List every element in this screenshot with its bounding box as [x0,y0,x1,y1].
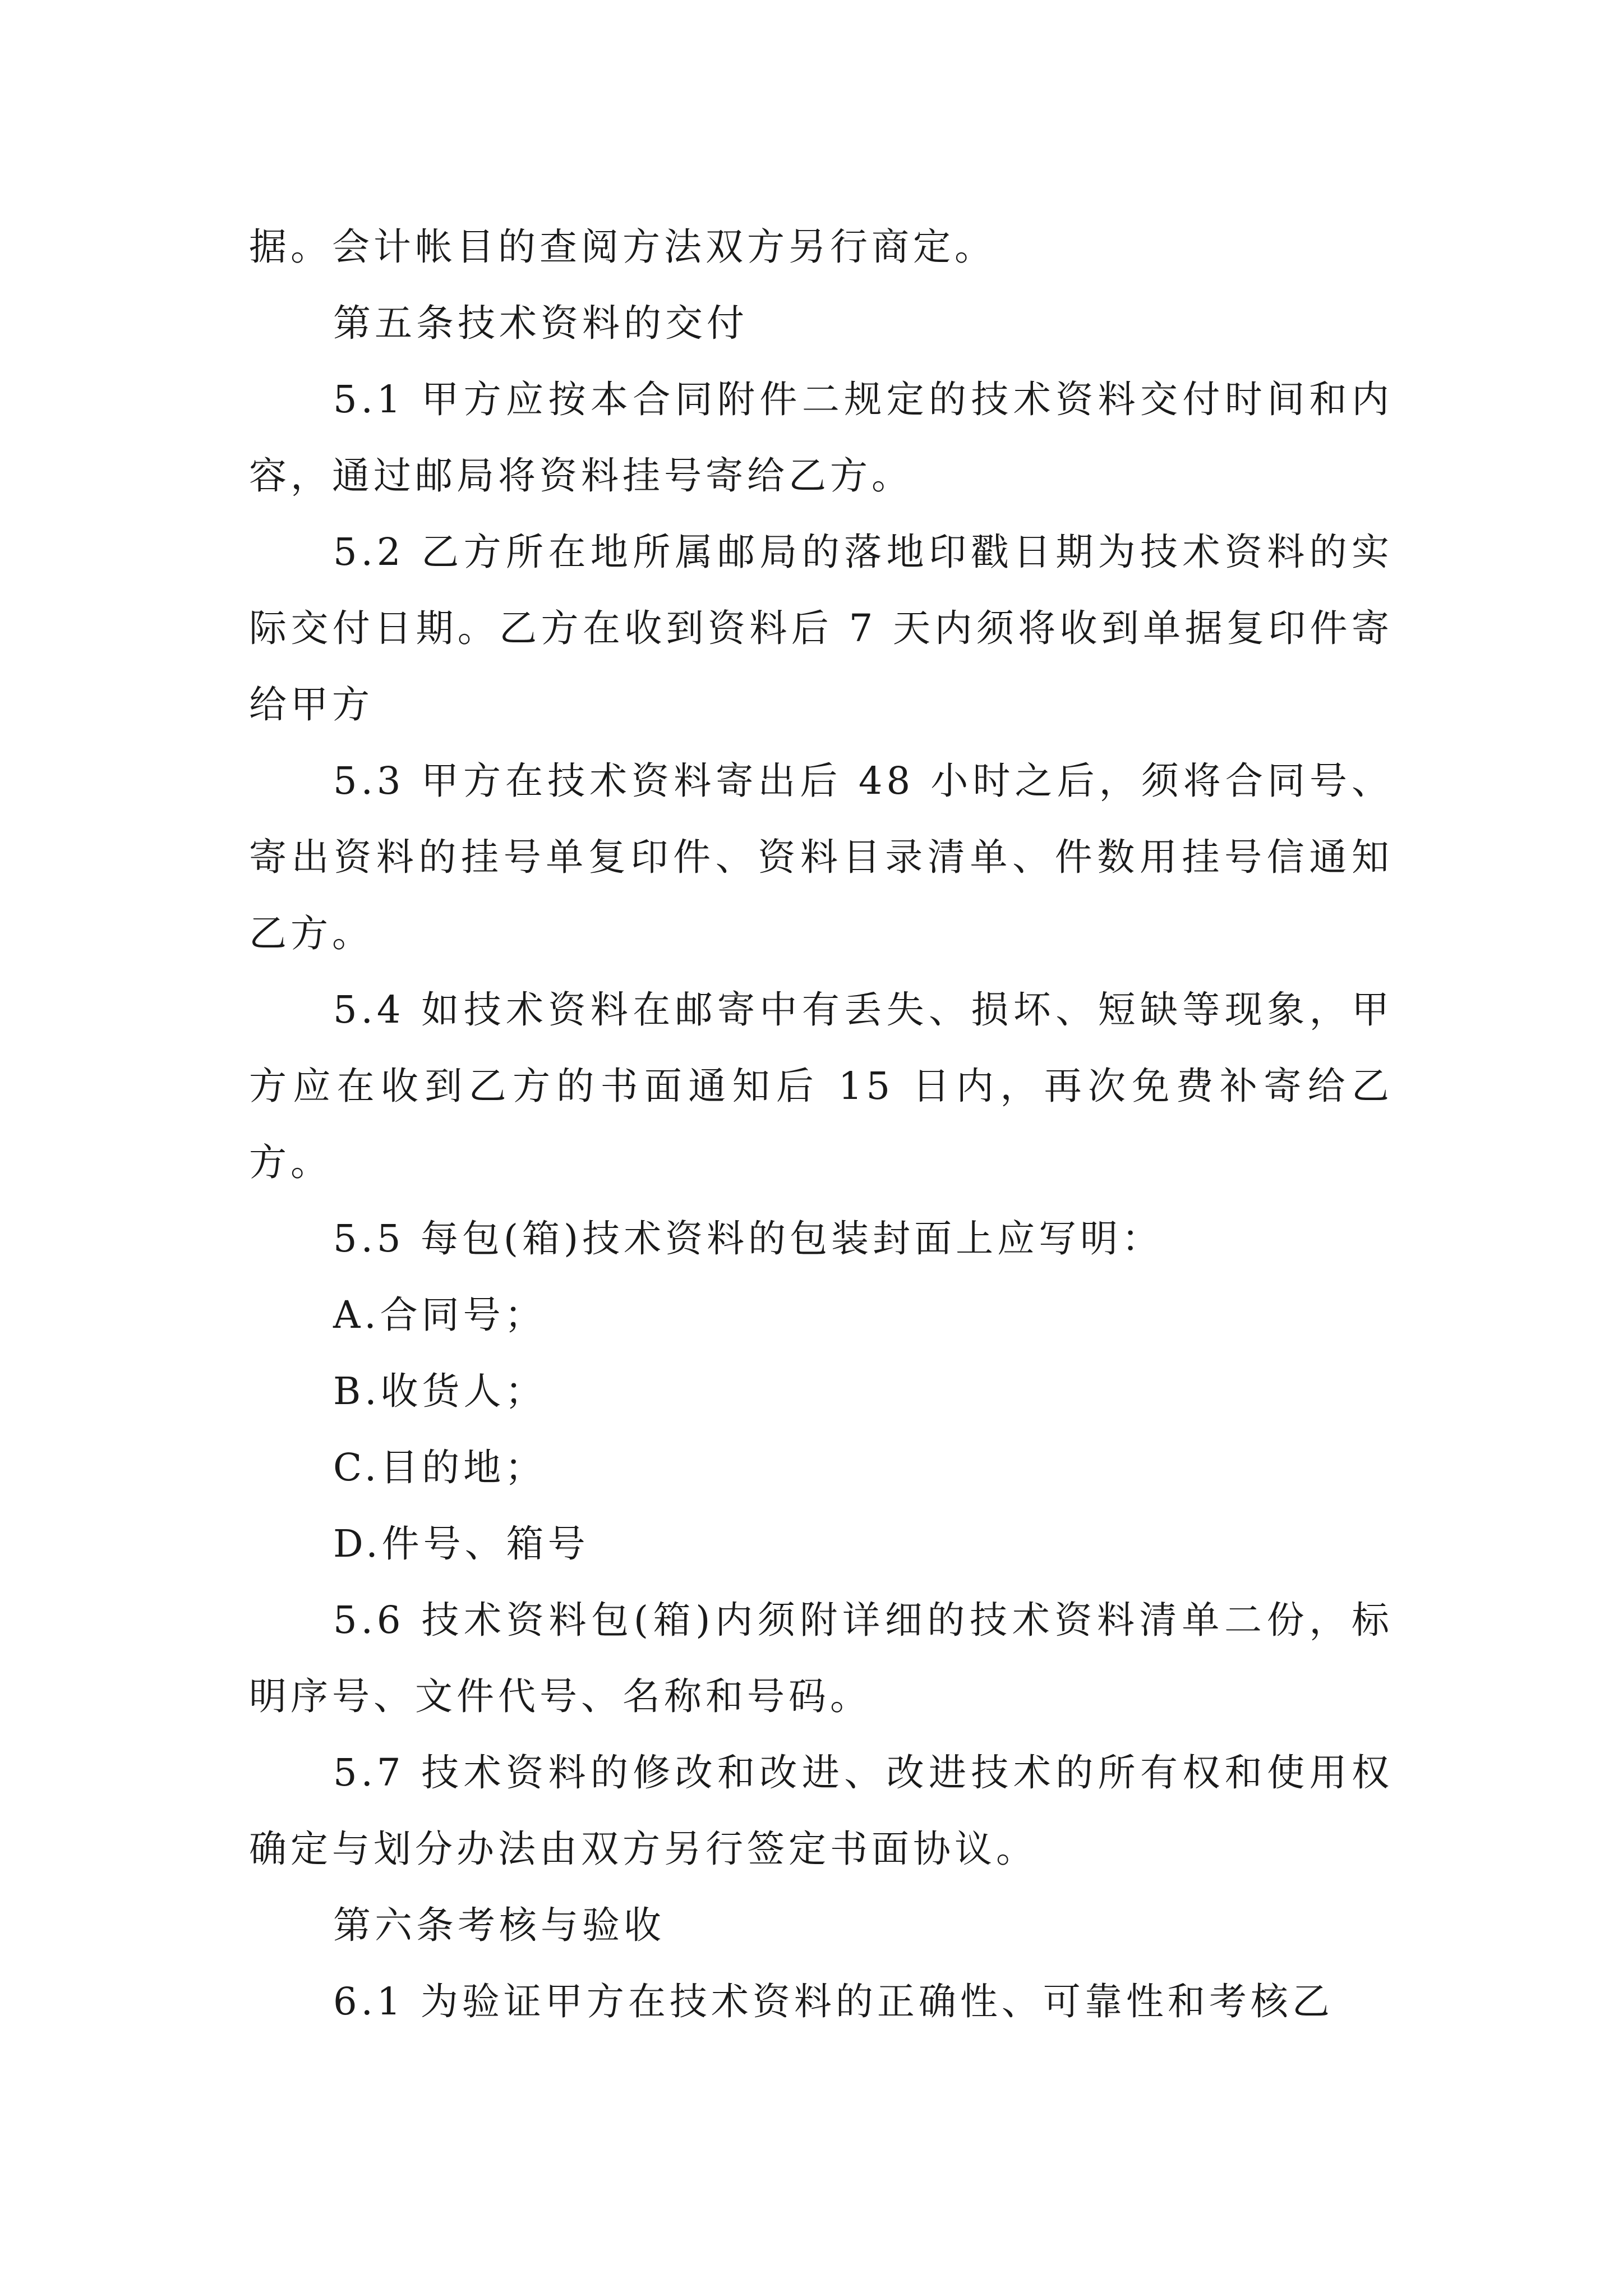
clause-5-7: 5.7 技术资料的修改和改进、改进技术的所有权和使用权确定与划分办法由双方另行签定书面协议。 [249,1751,1393,1871]
list-item-b: B.收货人； [333,1369,547,1413]
clause-5-5: 5.5 每包(箱)技术资料的包装封面上应写明： [333,1217,1164,1260]
list-item-c: C.目的地； [333,1446,547,1489]
clause-5-4: 5.4 如技术资料在邮寄中有丢失、损坏、短缺等现象，甲方应在收到乙方的书面通知后 15 日内，再次免费补寄给乙方。 [249,988,1393,1184]
article-6-heading: 第六条考核与验收 [333,1903,665,1947]
document-body [249,209,1393,2040]
paragraph-continuation: 据。会计帐目的查阅方法双方另行商定。 [249,225,996,269]
list-item-a: A.合同号； [333,1293,546,1337]
clause-6-1: 6.1 为验证甲方在技术资料的正确性、可靠性和考核乙 [333,1980,1334,2023]
clause-5-2: 5.2 乙方所在地所属邮局的落地印戳日期为技术资料的实际交付日期。乙方在收到资料后 7 天内须将收到单据复印件寄给甲方 [249,530,1393,726]
clause-5-6: 5.6 技术资料包(箱)内须附详细的技术资料清单二份，标明序号、文件代号、名称和号码。 [249,1598,1393,1718]
list-item-d: D.件号、箱号 [333,1522,589,1566]
clause-5-1: 5.1 甲方应按本合同附件二规定的技术资料交付时间和内容，通过邮局将资料挂号寄给乙方。 [249,378,1393,498]
article-5-heading: 第五条技术资料的交付 [333,301,748,345]
clause-5-3: 5.3 甲方在技术资料寄出后 48 小时之后，须将合同号、寄出资料的挂号单复印件、资料目录清单、件数用挂号信通知乙方。 [249,759,1393,955]
